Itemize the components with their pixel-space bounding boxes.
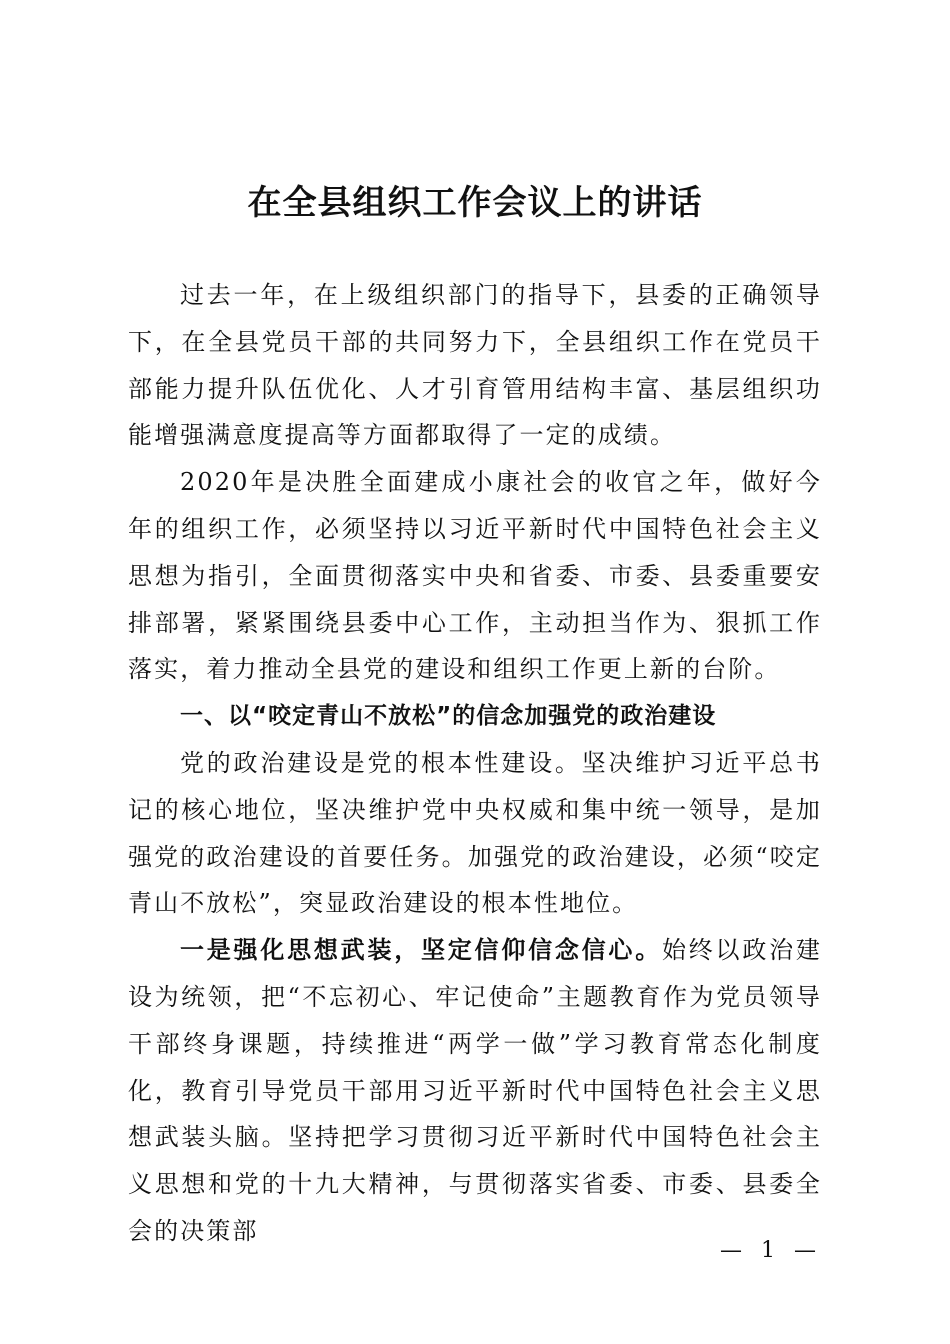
- item-one-lead: 一是强化思想武装，坚定信仰信念信心。: [180, 935, 662, 965]
- paragraph-item-one: [128, 927, 822, 1255]
- document-body: [128, 272, 822, 1255]
- paragraph-political-building-intro: 党的政治建设是党的根本性建设。坚决维护习近平总书记的核心地位，坚决维护党中央权威和集中统一领导，是加强党的政治建设的首要任务。加强党的政治建设，必须“咬定青山不放松”，突显政治建设的根本性地位。: [128, 748, 822, 918]
- paragraph-2020-goals: 2020年是决胜全面建成小康社会的收官之年，做好今年的组织工作，必须坚持以习近平新时代中国特色社会主义思想为指引，全面贯彻落实中央和省委、市委、县委重要安排部署，紧紧围绕县委中心工作，主动担当作为、狠抓工作落实，着力推动全县党的建设和组织工作更上新的台阶。: [128, 468, 822, 684]
- page-number: — 1 —: [720, 1238, 822, 1263]
- item-one-text: 始终以政治建设为统领，把“不忘初心、牢记使命”主题教育作为党员领导干部终身课题，持续推进“两学一做”学习教育常态化制度化，教育引导党员干部用习近平新时代中国特色社会主义思想武装头脑。坚持把学习贯彻习近平新时代中国特色社会主义思想和党的十九大精神，与贯彻落实省委、市委、县委全会的决策部: [128, 936, 822, 1245]
- document-title: 在全县组织工作会议上的讲话: [247, 183, 703, 223]
- section-heading-political-building: 一、以“咬定青山不放松”的信念加强党的政治建设: [180, 703, 717, 730]
- paragraph-review: 过去一年，在上级组织部门的指导下，县委的正确领导下，在全县党员干部的共同努力下，全县组织工作在党员干部能力提升队伍优化、人才引育管用结构丰富、基层组织功能增强满意度提高等方面都取得了一定的成绩。: [128, 281, 822, 450]
